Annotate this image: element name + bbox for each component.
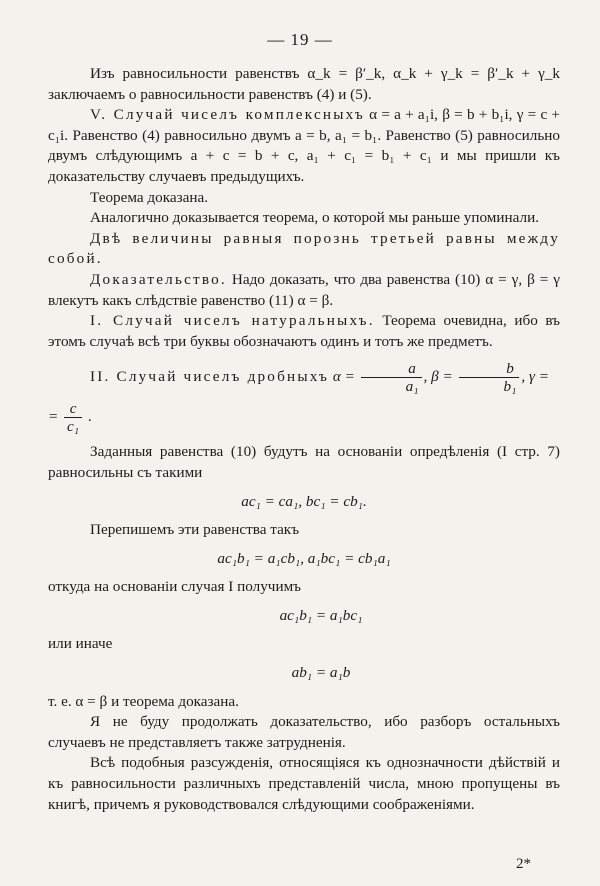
equation-1: ac₁ = ca₁, bc₁ = cb₁. (241, 492, 367, 510)
paragraph-reasoning: Всѣ подобныя разсужденія, относящіяся къ однозначности дѣйствій и къ равносильности различныхъ представленій числа, мною пропущены въ книгѣ, причемъ я руководствовался слѣдующими соображеніями. (48, 754, 560, 813)
page-number: — 19 — (267, 30, 333, 49)
paragraph-1: Изъ равносильности равенствъ α_k = β′_k, α_k + γ_k = β′_k + γ_k заключаемъ о равносильности равенствъ (4) и (5). (48, 65, 560, 103)
equation-3: ac₁b₁ = a₁bc₁ (279, 606, 363, 624)
fraction-b (459, 360, 520, 395)
fraction-c (64, 400, 82, 435)
paragraph-rewrite: Перепишемъ эти равенства такъ (90, 521, 300, 539)
fraction-denominator: b₁ (503, 378, 517, 396)
case-text: α = a + a₁i, β = b + b₁i, γ = c + c₁i. Равенство (4) равносильно двумъ a = b, a₁ = b₁. Равенство (5) равносильно двумъ слѣдующимъ a + c = b + c, a₁ + c₁ = b₁ + c₁ и мы пришли къ доказательству случаевъ предыдущихъ. (48, 106, 560, 185)
equals-sign: = (48, 408, 59, 426)
fraction-numerator: b (459, 360, 520, 378)
signature-mark: 2* (516, 856, 531, 872)
fraction-denominator: a₁ (405, 378, 419, 396)
fraction-denominator: c₁ (67, 418, 80, 436)
paragraph-conclusion: т. е. α = β и теорема доказана. (48, 692, 239, 710)
body-text (48, 64, 560, 815)
paragraph-analogous: Аналогично доказывается теорема, о которой мы раньше упоминали. (90, 209, 540, 227)
equation-4: ab₁ = a₁b (291, 664, 351, 682)
equation-2: ac₁b₁ = a₁cb₁, a₁bc₁ = cb₁a₁ (217, 549, 391, 567)
paragraph-otherwise: или иначе (48, 635, 113, 653)
fraction-numerator: c (64, 400, 82, 418)
paragraph-theorem-proved: Теорема доказана. (90, 188, 209, 206)
paragraph-proof (48, 270, 560, 311)
case-text: Теорема очевидна, ибо въ этомъ случаѣ всѣ три буквы обозначаютъ одинъ и тотъ же предметъ. (48, 312, 561, 350)
paragraph-case-fractional (48, 357, 560, 397)
theorem-statement: Двѣ величины равныя порознь третьей равны между собой. (48, 229, 560, 268)
paragraph-whence: откуда на основаніи случая I получимъ (48, 578, 302, 596)
paragraph-given: Заданныя равенства (10) будутъ на основаніи опредѣленія (I стр. 7) равносильны съ такими (48, 443, 560, 481)
proof-text: Надо доказать, что два равенства (10) α = γ, β = γ влекутъ какъ слѣдствіе равенство (11) α = β. (48, 270, 560, 309)
paragraph-not-continue: Я не буду продолжать доказательство, ибо разборъ остальныхъ случаевъ не представляетъ также затрудненія. (48, 713, 560, 751)
case-heading: II. Случай чиселъ дробныхъ (90, 368, 330, 386)
fraction-a (361, 360, 422, 395)
proof-heading: Доказательство. (90, 270, 227, 288)
paragraph-case-natural (48, 311, 560, 352)
fraction-numerator: a (361, 360, 422, 378)
beta-label: , β = (423, 368, 453, 386)
paragraph-fraction-cont: = $\frac{c}{\text{c₁}}$ . (48, 400, 92, 436)
gamma-label: , γ = (521, 368, 550, 386)
case-heading: I. Случай чиселъ натуральныхъ. (90, 312, 375, 330)
case-heading: V. Случай чиселъ комплексныхъ (90, 106, 365, 124)
alpha-label: α = (332, 368, 355, 386)
paragraph-case-complex (48, 105, 560, 187)
